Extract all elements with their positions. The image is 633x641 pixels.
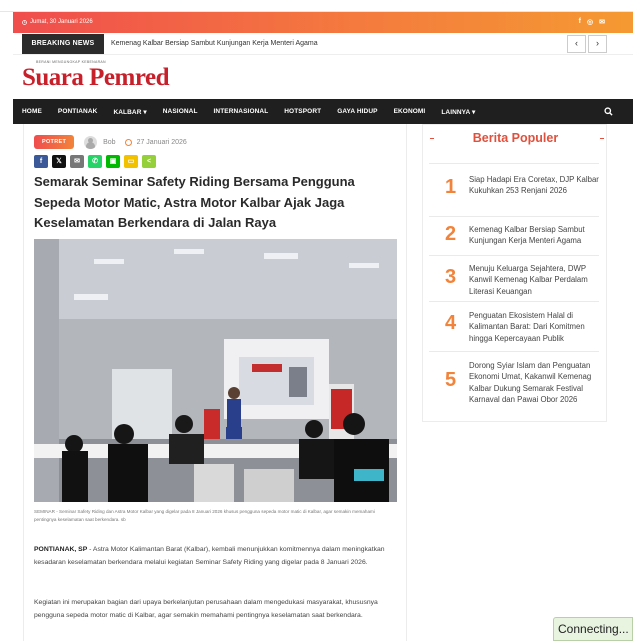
search-icon[interactable] — [604, 107, 613, 116]
popular-title[interactable]: Siap Hadapi Era Coretax, DJP Kalbar Kukuhkan 253 Renjani 2026 — [469, 175, 599, 196]
browser-status-indicator: Connecting... — [553, 617, 633, 641]
clock-icon — [22, 20, 27, 25]
ticker-prev-button[interactable]: ‹ — [567, 35, 586, 53]
dateline: PONTIANAK, SP — [34, 546, 88, 553]
breaking-news-ticker[interactable]: Kemenag Kalbar Bersiap Sambut Kunjungan Kerja Menteri Agama — [111, 40, 318, 47]
popular-rank: 1 — [445, 176, 457, 198]
category-badge[interactable]: POTRET — [34, 135, 74, 149]
nav-item-pontianak[interactable]: PONTIANAK — [57, 108, 98, 115]
popular-item-3[interactable] — [429, 255, 599, 301]
facebook-icon[interactable]: f — [578, 18, 582, 25]
popular-item-5[interactable] — [429, 351, 599, 413]
publish-date: 27 Januari 2026 — [136, 138, 187, 146]
popular-title[interactable]: Kemenag Kalbar Bersiap Sambut Kunjungan Kerja Menteri Agama — [469, 225, 585, 246]
article-paragraph-2: Kegiatan ini merupakan bagian dari upaya berkelanjutan perusahaan dalam mengedukasi masyarakat, khususnya pengguna sepeda motor matic di Kalbar, agar semakin memahami pentingnya keselamatan saat berkendara. — [34, 599, 378, 619]
main-navigation — [13, 99, 633, 124]
seminar-photo-illustration — [34, 239, 397, 502]
author-name[interactable]: Bob — [103, 138, 116, 146]
instagram-icon[interactable]: ◎ — [587, 19, 594, 26]
popular-title[interactable]: Menuju Keluarga Sejahtera, DWP Kanwil Kemenag Kalbar Perdalam Literasi Keuangan — [469, 264, 588, 296]
popular-news-heading: Berita Populer — [472, 131, 559, 145]
breaking-news-bar — [13, 33, 633, 55]
chat-share-icon[interactable]: ▭ — [124, 155, 138, 168]
clock-icon — [125, 139, 132, 146]
browser-top-line — [0, 0, 633, 12]
article — [23, 124, 407, 641]
heading-decoration-right — [600, 138, 604, 141]
article-meta — [34, 135, 187, 149]
popular-item-2[interactable] — [429, 216, 599, 255]
facebook-share-icon[interactable]: f — [34, 155, 48, 168]
popular-rank: 5 — [445, 369, 457, 391]
popular-news-sidebar — [422, 124, 607, 422]
nav-item-home[interactable]: HOME — [22, 108, 42, 115]
article-title: Semarak Seminar Safety Riding Bersama Pengguna Sepeda Motor Matic, Astra Motor Kalbar Ajak Jaga Keselamatan Berkendara di Jalan Raya — [34, 174, 355, 230]
author-avatar — [84, 136, 97, 149]
nav-item-hotsport[interactable]: HOTSPORT — [284, 108, 322, 115]
photo-caption: SEMINAR - Seminar Safety Riding dan Astra Motor Kalbar yang digelar pada 8 Januari 2026 khusus pengguna sepeda motor matic di Kalbar, agar semakin memahami pentingnya keselamatan saat berkendara. sb — [34, 509, 375, 522]
email-icon[interactable]: ✉ — [599, 19, 605, 26]
popular-rank: 3 — [445, 266, 457, 288]
logo-name: Suara Pemred — [22, 64, 169, 91]
nav-item-kalbar[interactable]: KALBAR ▾ — [113, 108, 147, 116]
date-display — [22, 19, 93, 25]
breaking-news-label: BREAKING NEWS — [22, 34, 104, 54]
popular-title[interactable]: Penguatan Ekosistem Halal di Kalimantan Barat: Dari Komitmen hingga Kepercayaan Publik — [469, 311, 585, 343]
site-logo[interactable] — [22, 60, 182, 96]
nav-item-internasional[interactable]: INTERNASIONAL — [213, 108, 269, 115]
share-icon[interactable]: < — [142, 155, 156, 168]
nav-item-nasional[interactable]: NASIONAL — [162, 108, 198, 115]
article-photo[interactable] — [34, 239, 397, 502]
logo-tagline: BERANI MENGUNGKAP KEBENARAN — [36, 60, 106, 64]
popular-rank: 4 — [445, 312, 457, 334]
email-share-icon[interactable]: ✉ — [70, 155, 84, 168]
popular-title[interactable]: Dorong Syiar Islam dan Penguatan Ekonomi Umat, Kakanwil Kemenag Kalbar Dukung Semarak Festival Karnaval dan Pawai Obor 2026 — [469, 361, 592, 404]
nav-item-ekonomi[interactable]: EKONOMI — [393, 108, 426, 115]
nav-item-lainnya[interactable]: LAINNYA ▾ — [441, 108, 476, 116]
ticker-next-button[interactable]: › — [588, 35, 607, 53]
x-share-icon[interactable]: 𝕏 — [52, 155, 66, 168]
popular-item-1[interactable] — [429, 163, 599, 216]
date-text: Jumat, 30 Januari 2026 — [30, 19, 93, 25]
nav-item-gaya-hidup[interactable]: GAYA HIDUP — [337, 108, 378, 115]
article-paragraph-1 — [34, 544, 396, 569]
date-bar — [13, 12, 633, 33]
whatsapp-share-icon[interactable]: ✆ — [88, 155, 102, 168]
line-share-icon[interactable]: ▣ — [106, 155, 120, 168]
popular-item-4[interactable] — [429, 301, 599, 351]
paragraph-1-body: - Astra Motor Kalimantan Barat (Kalbar), kembali menunjukkan komitmennya dalam meningkatkan kesadaran keselamatan berkendara melalui kegiatan Seminar Safety Riding yang digelar pada 8 Januari 2026. — [34, 546, 385, 566]
share-buttons — [34, 155, 156, 168]
social-links — [579, 18, 605, 26]
popular-rank: 2 — [445, 223, 457, 245]
